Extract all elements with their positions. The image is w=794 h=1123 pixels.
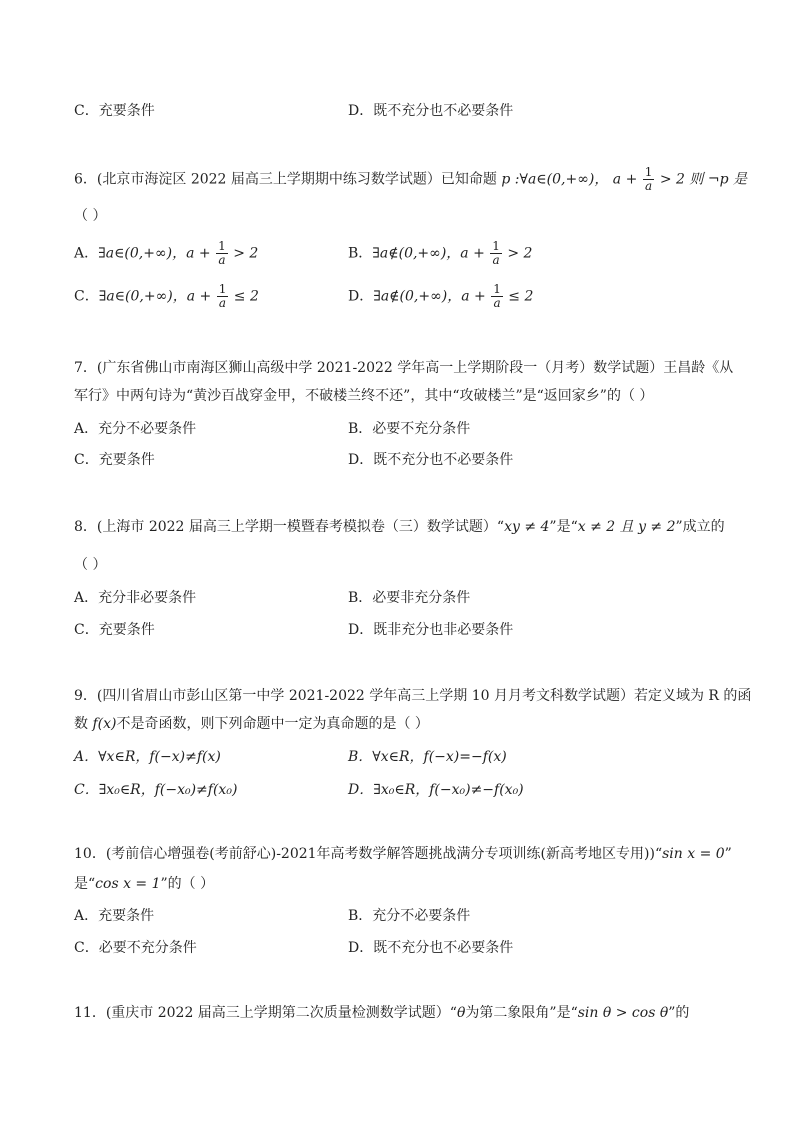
- q10-expr-cosx: cos x = 1: [95, 876, 161, 892]
- q6-option-b-label: B．: [348, 245, 373, 262]
- q6-option-b-frac-den: a: [492, 253, 500, 267]
- q6-option-b-tail: > 2: [507, 245, 533, 262]
- q10-expr-sinx: sin x = 0: [662, 846, 725, 862]
- q6-option-d-frac-den: a: [493, 296, 501, 310]
- q8-stem-line1: [74, 517, 725, 537]
- q10-option-c: C．必要不充分条件: [74, 940, 197, 956]
- q8-paren: （ ）: [74, 557, 107, 573]
- q8-stem-text-a: 8．(上海市 2022 届高三上学期一模暨春考模拟卷（三）数学试题）“: [74, 519, 505, 535]
- q6-paren: （ ）: [74, 208, 107, 224]
- q9-expr-fx: f(x): [92, 716, 117, 732]
- q9-option-a: A．∀x∈R，f(−x)≠f(x): [74, 749, 221, 765]
- q6-option-c: [74, 283, 259, 310]
- q11-stem-text-c: ”的: [668, 1005, 690, 1021]
- q7-option-a: A．充分不必要条件: [74, 421, 197, 437]
- q6-options-row-cd: [74, 282, 734, 310]
- q8-options-row-ab: [74, 587, 734, 611]
- q6-option-a-fraction: [216, 240, 228, 267]
- q6-option-b: [348, 240, 532, 267]
- q6-option-c-expr: ∃a∈(0,+∞)，a +: [98, 288, 212, 305]
- q11-stem-text-b: 为第二象限角”是“: [465, 1005, 578, 1021]
- q8-option-c: C．充要条件: [74, 622, 155, 638]
- q10-options-row-cd: [74, 937, 734, 961]
- q6-options-row-ab: [74, 239, 734, 267]
- q7-option-b: B．必要不充分条件: [348, 421, 471, 437]
- q9-stem-text-b: 不是奇函数，则下列命题中一定为真命题的是（ ）: [116, 716, 429, 732]
- q6-option-c-frac-den: a: [218, 296, 227, 310]
- q6-option-b-expr: ∃a∉(0,+∞)，a +: [372, 245, 485, 262]
- q8-option-d: D．既非充分也非必要条件: [348, 622, 514, 638]
- q7-stem-line2: 军行》中两句诗为“黄沙百战穿金甲，不破楼兰终不还”，其中“攻破楼兰”是“返回家乡”的（ ）: [74, 388, 654, 404]
- q6-frac-num: 1: [644, 165, 653, 179]
- q6-option-d-label: D．: [348, 288, 374, 305]
- q6-option-c-tail: ≤ 2: [233, 288, 259, 305]
- q10-stem-text-c: 是“: [74, 876, 96, 892]
- q6-p-expression: p :∀a∈(0,+∞)，: [501, 171, 609, 188]
- q6-option-d-expr: ∃a∉(0,+∞)，a +: [373, 288, 486, 305]
- q10-option-d: D．既不充分也不必要条件: [348, 940, 514, 956]
- q6-option-d: [348, 283, 533, 310]
- q9-option-c: C．∃x₀∈R，f(−x₀)≠f(x₀): [74, 782, 238, 798]
- q5-option-c: C．充要条件: [74, 103, 155, 119]
- q7-options-row-cd: [74, 449, 734, 473]
- q6-option-d-frac-num: 1: [493, 282, 501, 296]
- q6-option-c-fraction: [217, 283, 229, 310]
- q9-stem-line2: [74, 714, 429, 734]
- q10-stem-line2: [74, 874, 214, 894]
- q6-option-a-label: A．: [74, 245, 99, 262]
- q6-option-a: [74, 240, 258, 267]
- q8-stem-text-b: ”是“: [549, 519, 578, 535]
- q10-stem-line1: [74, 844, 732, 864]
- q6-a-plus: a +: [612, 171, 638, 188]
- q6-option-c-label: C．: [74, 288, 99, 305]
- q6-option-b-fraction: [490, 240, 502, 267]
- q7-options-row-ab: [74, 418, 734, 442]
- q6-option-a-expr: ∃a∈(0,+∞)，a +: [98, 245, 211, 262]
- q7-option-d: D．既不充分也不必要条件: [348, 452, 514, 468]
- q6-option-a-tail: > 2: [233, 245, 259, 262]
- q8-options-row-cd: [74, 619, 734, 643]
- q6-option-a-frac-num: 1: [218, 239, 226, 253]
- q9-option-d: D．∃x₀∈R，f(−x₀)≠−f(x₀): [348, 782, 524, 798]
- q11-stem-line1: [74, 1003, 689, 1023]
- q5-option-d: D．既不充分也不必要条件: [348, 103, 514, 119]
- q9-options-row-ab: [74, 746, 734, 770]
- q7-option-c: C．充要条件: [74, 452, 155, 468]
- q8-expr-xy: xy ≠ 4: [504, 519, 550, 535]
- q10-stem-text-b: ”: [724, 846, 732, 862]
- q10-stem-text-d: ”的（ ）: [160, 876, 215, 892]
- q8-option-b: B．必要非充分条件: [348, 590, 471, 606]
- q6-fraction: [643, 166, 655, 193]
- q10-option-b: B．充分不必要条件: [348, 908, 471, 924]
- q10-options-row-ab: [74, 905, 734, 929]
- q6-option-d-tail: ≤ 2: [508, 288, 534, 305]
- q11-expr-sin-cos: sin θ > cos θ: [577, 1005, 669, 1021]
- q9-stem-line1: 9．(四川省眉山市彭山区第一中学 2021-2022 学年高三上学期 10 月月考文科数学试题）若定义域为 R 的函: [74, 688, 752, 704]
- q10-option-a: A．充要条件: [74, 908, 155, 924]
- q6-prefix: 6．(北京市海淀区 2022 届高三上学期期中练习数学试题）已知命题: [74, 171, 497, 188]
- q6-frac-den: a: [645, 179, 653, 193]
- q6-option-a-frac-den: a: [218, 253, 226, 267]
- q7-stem-line1: 7．(广东省佛山市南海区狮山高级中学 2021-2022 学年高一上学期阶段一（月考）数学试题）王昌龄《从: [74, 360, 734, 376]
- q6-option-d-fraction: [491, 283, 503, 310]
- q9-option-b: B．∀x∈R，f(−x)=−f(x): [348, 749, 507, 765]
- q6-stem: [74, 166, 747, 193]
- q9-stem-text-a: 数: [74, 716, 88, 732]
- q9-options-row-cd: [74, 779, 734, 803]
- q5-options-row-cd: [74, 100, 734, 124]
- q8-expr-x-y: x ≠ 2 且 y ≠ 2: [577, 519, 676, 535]
- q6-option-c-frac-num: 1: [218, 282, 227, 296]
- q11-stem-text-a: 11．(重庆市 2022 届高三上学期第二次质量检测数学试题）“: [74, 1005, 457, 1021]
- q6-option-b-frac-num: 1: [492, 239, 500, 253]
- q11-expr-theta: θ: [456, 1005, 466, 1021]
- q6-gt2-suffix: > 2 则 ¬p 是: [659, 171, 747, 188]
- q8-option-a: A．充分非必要条件: [74, 590, 197, 606]
- q10-stem-text-a: 10．(考前信心增强卷(考前舒心)-2021年高考数学解答题挑战满分专项训练(新高考地区专用))“: [74, 846, 663, 862]
- q8-stem-text-c: ”成立的: [675, 519, 725, 535]
